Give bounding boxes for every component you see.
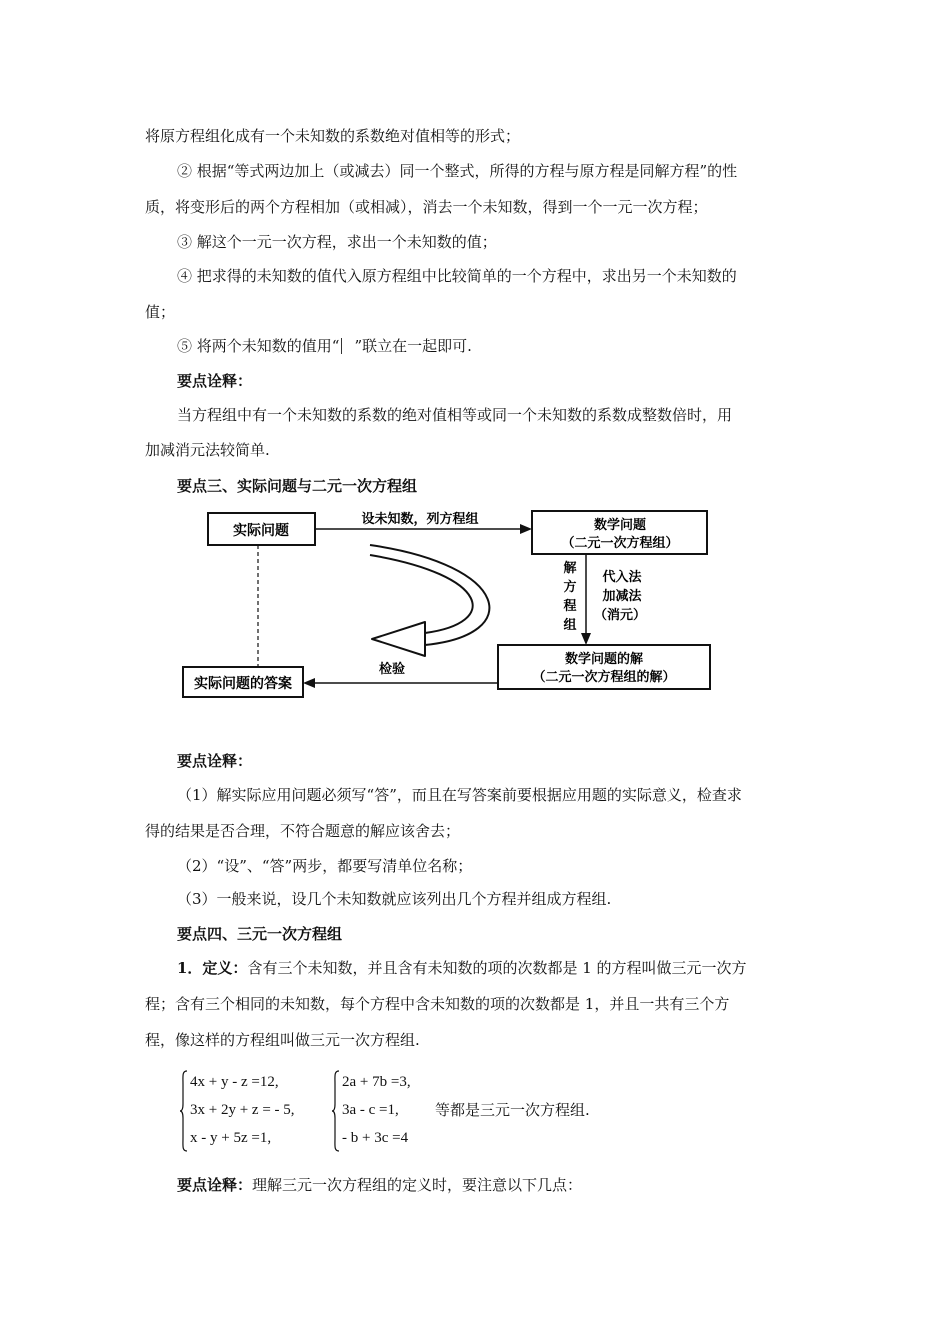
curved-arrow-outer [370,545,489,645]
arrow-head-down [581,633,591,645]
paragraph-text: 值； [145,303,176,321]
paragraph-text: （3）一般来说，设几个未知数就应该列出几个方程并组成方程组. [177,890,612,908]
solve-char-1: 解 [563,561,577,576]
paragraph-text: 得的结果是否合理，不符合题意的解应该舍去； [145,822,461,840]
method-substitution: 代入法 [602,570,642,585]
box-solution-label-2: （二元一次方程组的解） [532,670,676,685]
step5-text-start: ⑤ 将两个未知数的值用“ [177,337,340,355]
paragraph-text: 加减消元法较简单. [145,441,270,459]
method-elimination: 加减法 [602,589,642,604]
paragraph-text: ② 根据“等式两边加上（或减去）同一个整式，所得的方程与原方程是同解方程”的性 [177,162,738,180]
definition-line [177,958,810,978]
check-label: 检验 [378,662,406,677]
note-text: 理解三元一次方程组的定义时，要注意以下几点： [252,1176,583,1194]
equation-row: - b + 3c =4 [342,1130,409,1146]
equation-row: 2a + 7b =3, [342,1074,411,1090]
left-brace-1 [180,1070,188,1152]
equation-system-2 [342,1068,411,1152]
equation-row: 3x + 2y + z = - 5, [190,1102,295,1118]
solve-char-2: 方 [563,580,577,595]
flow-diagram [180,505,720,705]
solve-char-4: 组 [563,618,577,633]
paragraph-text: 程，像这样的方程组叫做三元一次方程组. [145,1031,420,1049]
definition-label: 1．定义： [177,959,248,977]
equation-row: 3a - c =1, [342,1102,399,1118]
equation-note: 等都是三元一次方程组. [435,1101,590,1119]
equation-system-1 [190,1068,295,1152]
paragraph-text: ③ 解这个一元一次方程，求出一个未知数的值； [177,233,497,251]
paragraph-text: 当方程组中有一个未知数的系数的绝对值相等或同一个未知数的系数成整数倍时，用 [177,406,733,424]
box-actual-label: 实际问题 [233,523,289,539]
arrow-head-bottom [303,678,315,688]
definition-text: 含有三个未知数，并且含有未知数的项的次数都是 1 的方程叫做三元一次方 [247,959,747,977]
note-heading: 要点诠释： [177,372,253,390]
equation-row: x - y + 5z =1, [190,1130,272,1146]
note-heading: 要点诠释： [177,1176,253,1194]
section-heading: 要点四、三元一次方程组 [177,925,343,943]
step5-text-end: ”联立在一起即可. [354,337,472,355]
note-heading: 要点诠释： [177,752,253,770]
method-note: （消元） [593,608,647,623]
box-math-label-1: 数学问题 [593,518,647,533]
arrow-top-label: 设未知数，列方程组 [361,512,479,527]
solve-char-3: 程 [563,599,577,614]
box-answer-label: 实际问题的答案 [194,676,292,692]
curved-arrow-head [372,622,425,656]
paragraph-text: 程；含有三个相同的未知数，每个方程中含未知数的项的次数都是 1，并且一共有三个方 [145,995,730,1013]
box-math-label-2: （二元一次方程组） [561,536,679,551]
paragraph-text: 将原方程组化成有一个未知数的系数绝对值相等的形式； [145,127,521,145]
paragraph-text: 质，将变形后的两个方程相加（或相减），消去一个未知数，得到一个一元一次方程； [145,198,708,216]
arrow-head-top [520,524,532,534]
equation-row: 4x + y - z =12, [190,1074,279,1090]
paragraph-step5 [177,336,810,356]
equation-examples [180,1068,640,1158]
box-solution-label-1: 数学问题的解 [564,652,644,667]
curved-arrow-inner [370,555,473,633]
note-line [177,1175,810,1195]
brace-placeholder [341,338,352,354]
left-brace-2 [332,1070,340,1152]
section-heading: 要点三、实际问题与二元一次方程组 [177,477,418,495]
paragraph-text: （1）解实际应用问题必须写“答”，而且在写答案前要根据应用题的实际意义，检查求 [177,786,742,804]
paragraph-text: （2）“设”、“答”两步，都要写清单位名称； [177,857,473,875]
paragraph-text: ④ 把求得的未知数的值代入原方程组中比较简单的一个方程中，求出另一个未知数的 [177,267,737,285]
